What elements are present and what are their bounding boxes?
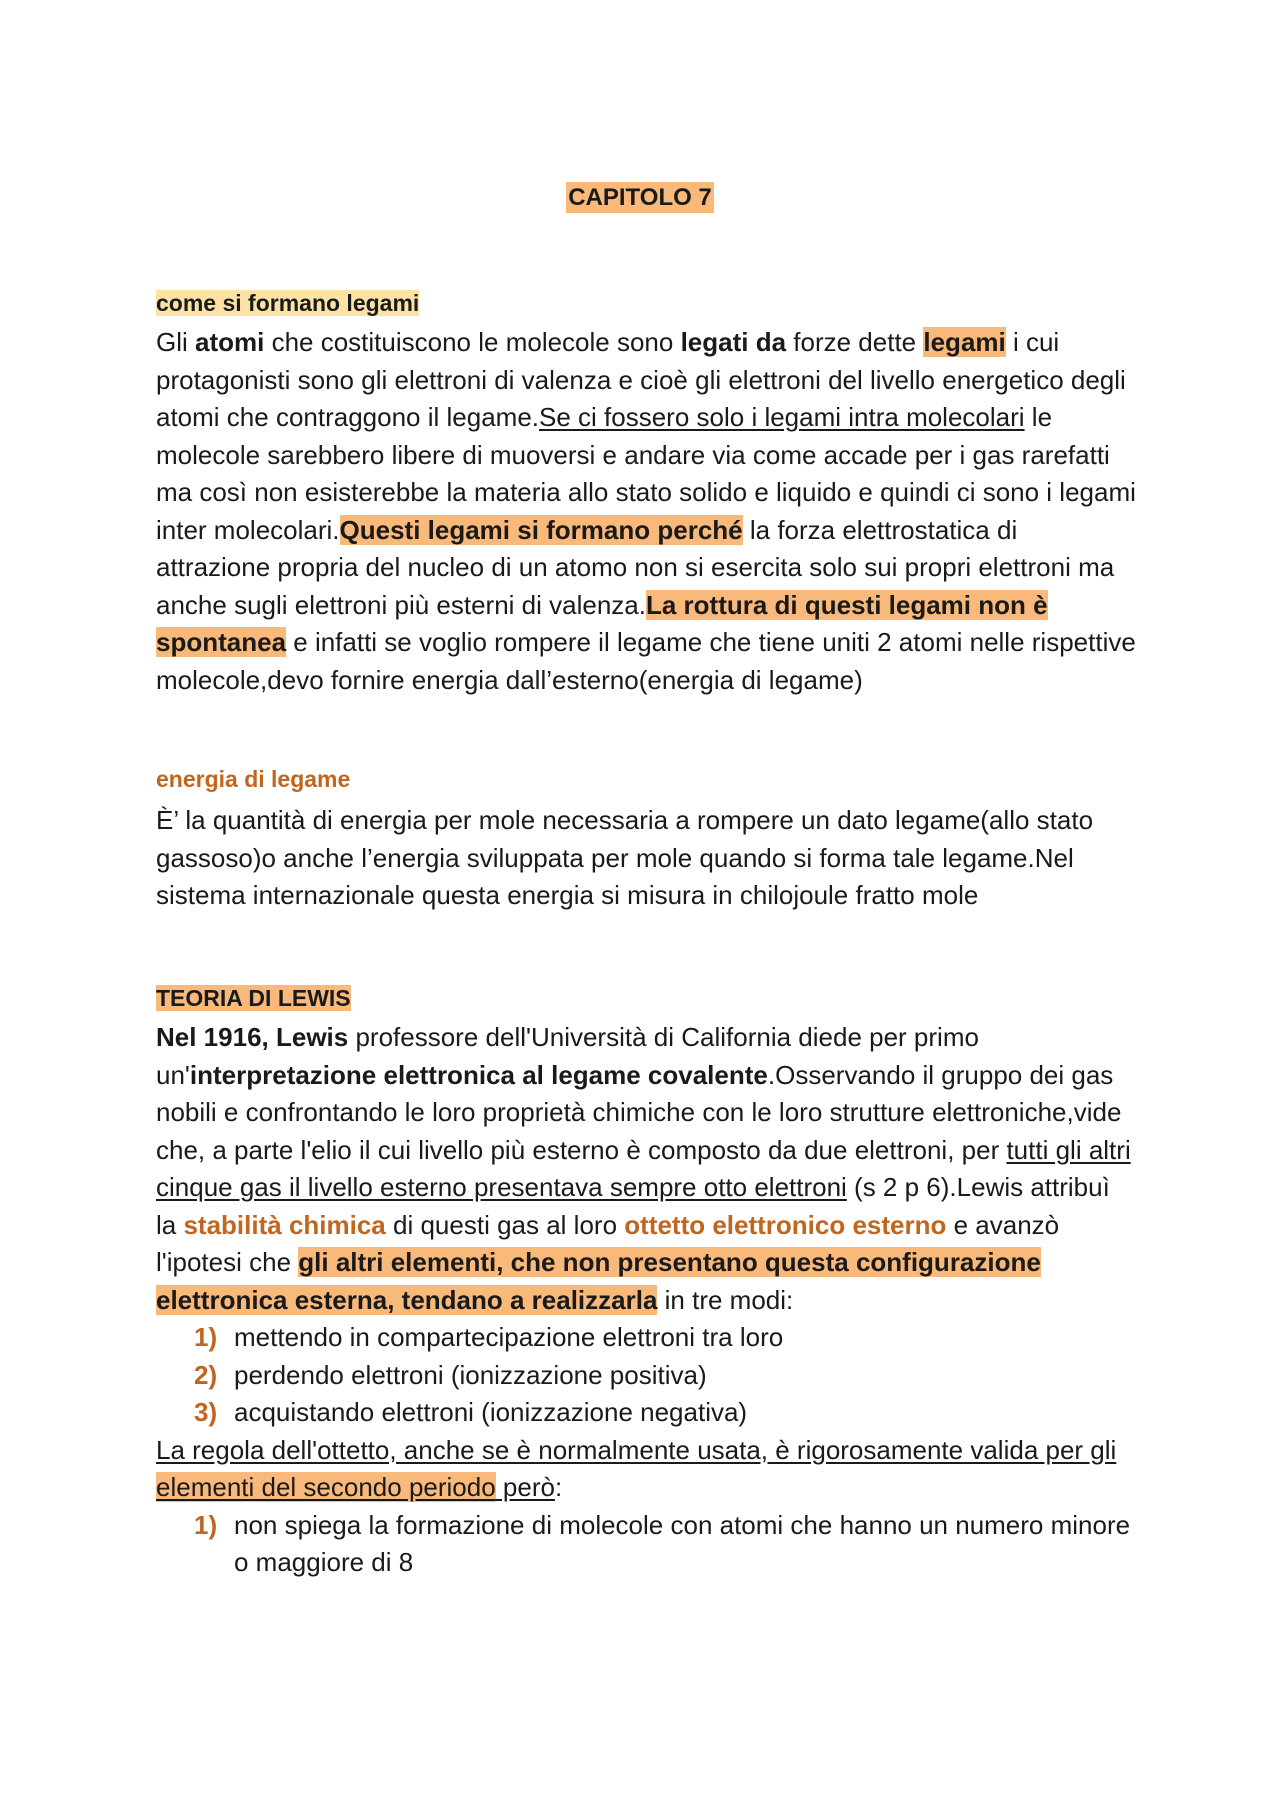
section-bond-formation [156,286,1136,699]
paragraph: È’ la quantità di energia per mole necessaria a rompere un dato legame(allo stato gassoso)o anche l’energia sviluppata per mole quando si forma tale legame.Nel sistema internazionale questa energia si misura in chilojoule fratto mole [156,805,1094,910]
octet-limitations-list [156,1507,1136,1582]
section-lewis-theory [156,981,1136,1582]
paragraph: Nel 1916, Lewis professore dell'Università di California diede per primo un'interpretazione elettronica al legame covalente.Osservando il gruppo dei gas nobili e confrontando le loro proprietà chimiche con le loro strutture elettroniche,vide che, a parte l'elio il cui livello più esterno è composto da due elettroni, per tutti gli altri cinque gas il livello esterno presentava sempre otto elettroni (s 2 p 6).Lewis attribuì la stabilità chimica di questi gas al loro ottetto elettronico esterno e avanzò l'ipotesi che gli altri elementi, che non presentano questa configurazione elettronica esterna, tendano a realizzarla in tre modi: [156,1022,1131,1315]
paragraph: Gli atomi che costituiscono le molecole sono legati da forze dette legami i cui protagonisti sono gli elettroni di valenza e cioè gli elettroni del livello energetico degli atomi che contraggono il legame.Se ci fossero solo i legami intra molecolari le molecole sarebbero libere di muoversi e andare via come accade per i gas rarefatti ma così non esisterebbe la materia allo stato solido e liquido e quindi ci sono i legami inter molecolari.Questi legami si formano perché la forza elettrostatica di attrazione propria del nucleo di un atomo non si esercita solo sui propri elettroni ma anche sugli elettroni più esterni di valenza.La rottura di questi legami non è spontanea e infatti se voglio rompere il legame che tiene uniti 2 atomi nelle rispettive molecole,devo fornire energia dall’esterno(energia di legame) [156,327,1136,695]
paragraph: La regola dell'ottetto, anche se è normalmente usata, è rigorosamente valida per gli elementi del secondo periodo però: [156,1434,1117,1502]
list-item: 2) perdendo elettroni (ionizzazione positiva) [194,1359,707,1390]
list-item: 1) non spiega la formazione di molecole con atomi che hanno un numero minore o maggiore di 8 [194,1509,1131,1577]
section-heading: energia di legame [156,766,351,792]
chapter-title: CAPITOLO 7 [568,184,712,211]
list-item: 1) mettendo in compartecipazione elettroni tra loro [194,1322,784,1352]
ionization-modes-list [156,1319,1136,1432]
section-bond-energy [156,762,1136,915]
section-heading: come si formano legami [156,290,420,316]
section-heading: TEORIA DI LEWIS [156,985,351,1011]
list-item: 3) acquistando elettroni (ionizzazione negativa) [194,1397,748,1427]
